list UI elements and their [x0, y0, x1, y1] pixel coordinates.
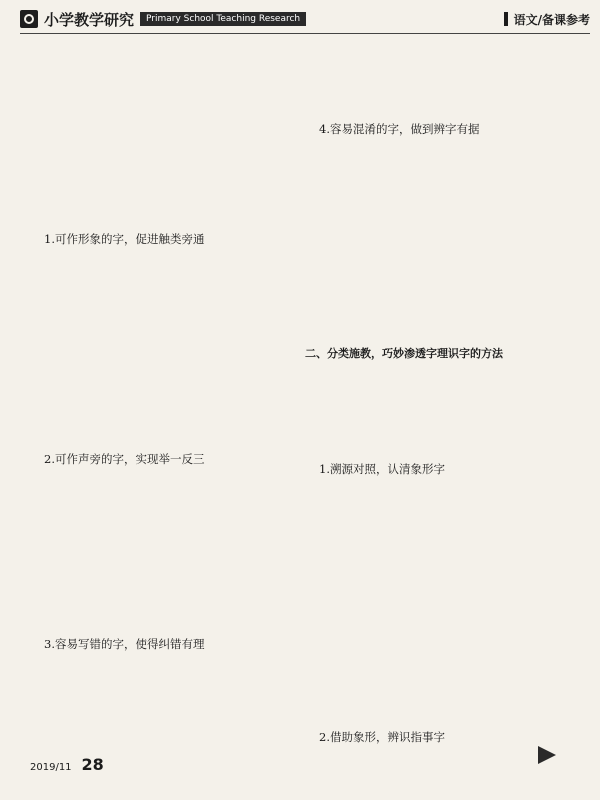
page-number: 28	[81, 755, 104, 774]
left-column	[30, 40, 292, 750]
left-heading-1: 1.可作形象的字，促进触类旁通	[44, 232, 205, 246]
next-page-arrow-icon	[538, 746, 556, 764]
left-heading-2: 2.可作声旁的字，实现举一反三	[44, 452, 205, 466]
journal-subtitle: Primary School Teaching Research	[140, 12, 306, 26]
right-heading-1: 1.溯源对照，认清象形字	[319, 462, 445, 476]
right-column	[305, 40, 575, 750]
page-header	[20, 4, 590, 34]
section-heading-2: 二、分类施教，巧妙渗透字理识字的方法	[305, 347, 503, 360]
page-footer	[30, 755, 104, 774]
right-heading-4: 4.容易混淆的字，做到辨字有据	[319, 122, 480, 136]
issue-date: 2019/11	[30, 762, 72, 773]
column-label-text: 语文/备课参考	[513, 12, 590, 27]
journal-logo-icon	[20, 10, 38, 28]
left-heading-3: 3.容易写错的字，使得纠错有理	[44, 637, 205, 651]
column-bar-icon	[504, 12, 508, 26]
column-label	[504, 11, 590, 28]
journal-title: 小学教学研究	[44, 10, 135, 29]
header-rule	[20, 33, 590, 34]
right-heading-2: 2.借助象形，辨识指事字	[319, 730, 445, 744]
